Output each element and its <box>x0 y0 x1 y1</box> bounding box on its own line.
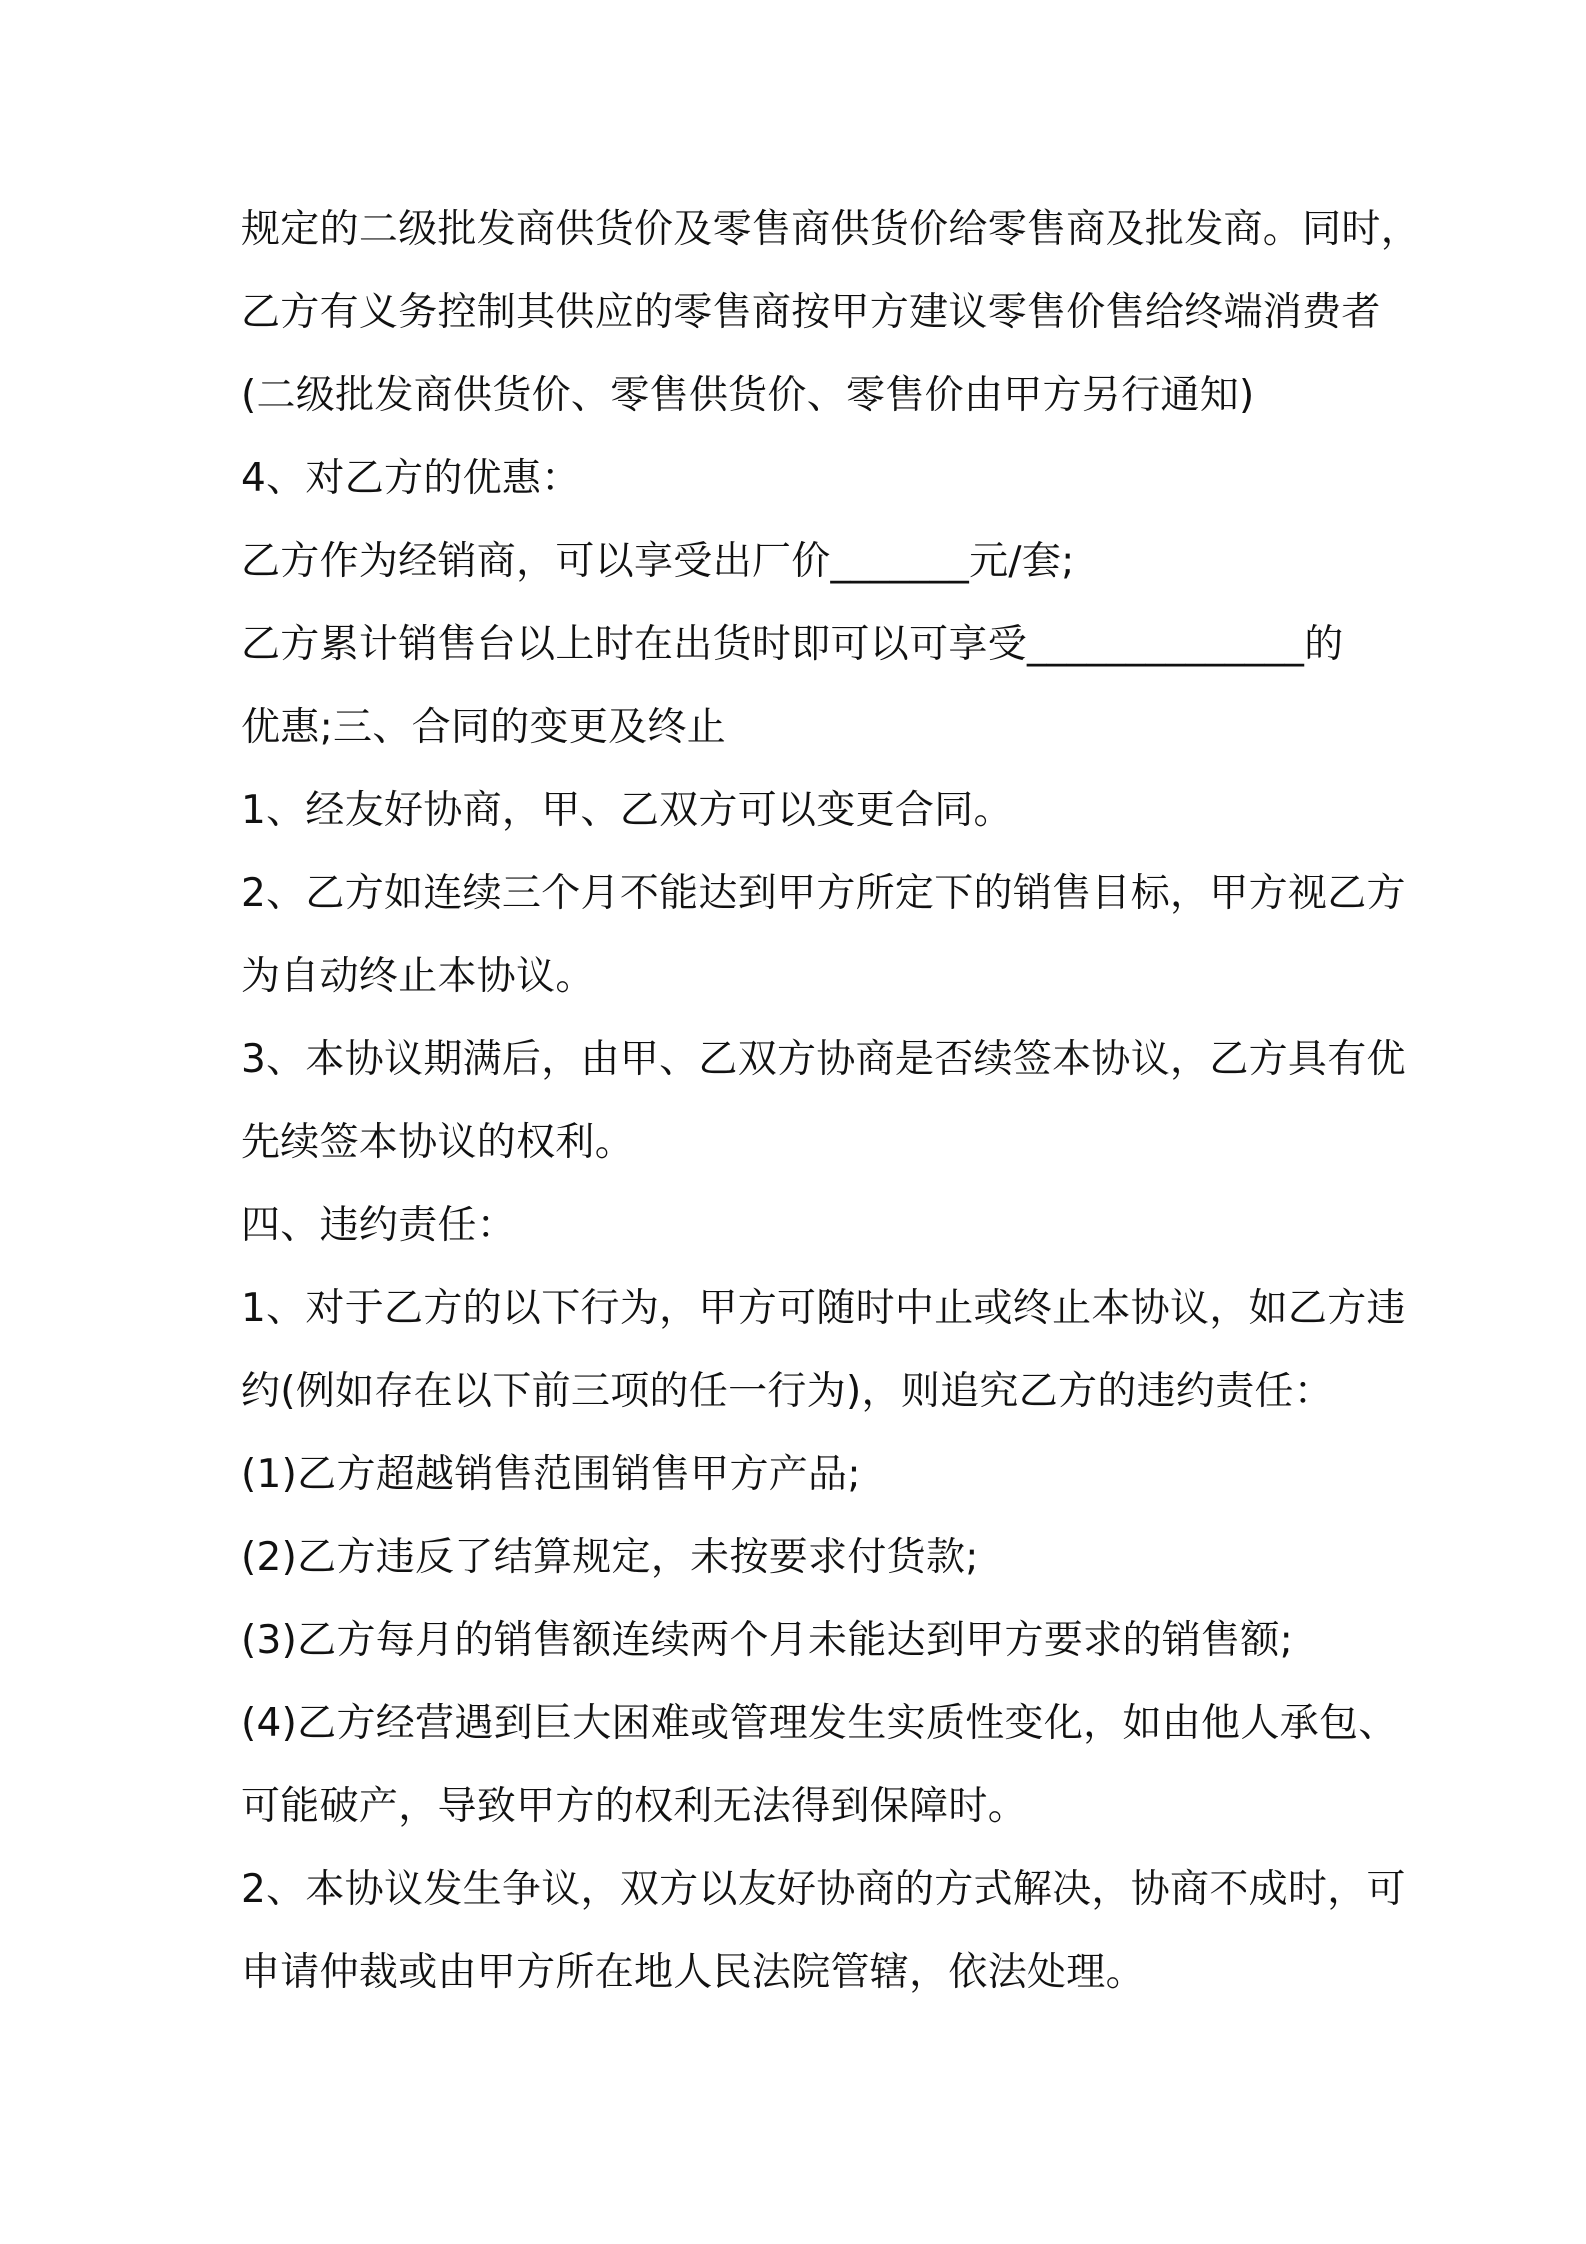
text-line: 4、对乙方的优惠： <box>241 456 581 501</box>
text-line: (2)乙方违反了结算规定，未按要求付货款; <box>241 1535 979 1580</box>
text-line: (1)乙方超越销售范围销售甲方产品; <box>241 1452 861 1497</box>
text-line: 四、违约责任： <box>241 1203 517 1248</box>
text-line: 约(例如存在以下前三项的任一行为)，则追究乙方的违约责任： <box>241 1369 1334 1414</box>
text-line: (3)乙方每月的销售额连续两个月未能达到甲方要求的销售额; <box>241 1618 1294 1663</box>
text-line: 乙方作为经销商，可以享受出厂价_______元/套; <box>241 539 1075 584</box>
text-line: (4)乙方经营遇到巨大困难或管理发生实质性变化，如由他人承包、 <box>241 1701 1398 1746</box>
text-line: 先续签本协议的权利。 <box>241 1120 635 1165</box>
text-line: 规定的二级批发商供货价及零售商供货价给零售商及批发商。同时， <box>241 207 1421 252</box>
text-line: 优惠;三、合同的变更及终止 <box>241 705 727 750</box>
text-line: (二级批发商供货价、零售供货价、零售价由甲方另行通知) <box>241 373 1255 418</box>
text-line: 2、本协议发生争议，双方以友好协商的方式解决，协商不成时，可 <box>241 1867 1406 1912</box>
text-line: 3、本协议期满后，由甲、乙双方协商是否续签本协议，乙方具有优 <box>241 1037 1406 1082</box>
text-line: 为自动终止本协议。 <box>241 954 595 999</box>
text-line: 2、乙方如连续三个月不能达到甲方所定下的销售目标，甲方视乙方 <box>241 871 1406 916</box>
text-line: 1、经友好协商，甲、乙双方可以变更合同。 <box>241 788 1013 833</box>
text-line: 可能破产，导致甲方的权利无法得到保障时。 <box>241 1784 1028 1829</box>
text-line: 乙方有义务控制其供应的零售商按甲方建议零售价售给终端消费者 <box>241 290 1381 335</box>
text-line: 申请仲裁或由甲方所在地人民法院管辖，依法处理。 <box>241 1950 1145 1995</box>
text-line: 1、对于乙方的以下行为，甲方可随时中止或终止本协议，如乙方违 <box>241 1286 1406 1331</box>
text-line: 乙方累计销售台以上时在出货时即可以可享受______________的 <box>241 622 1344 667</box>
